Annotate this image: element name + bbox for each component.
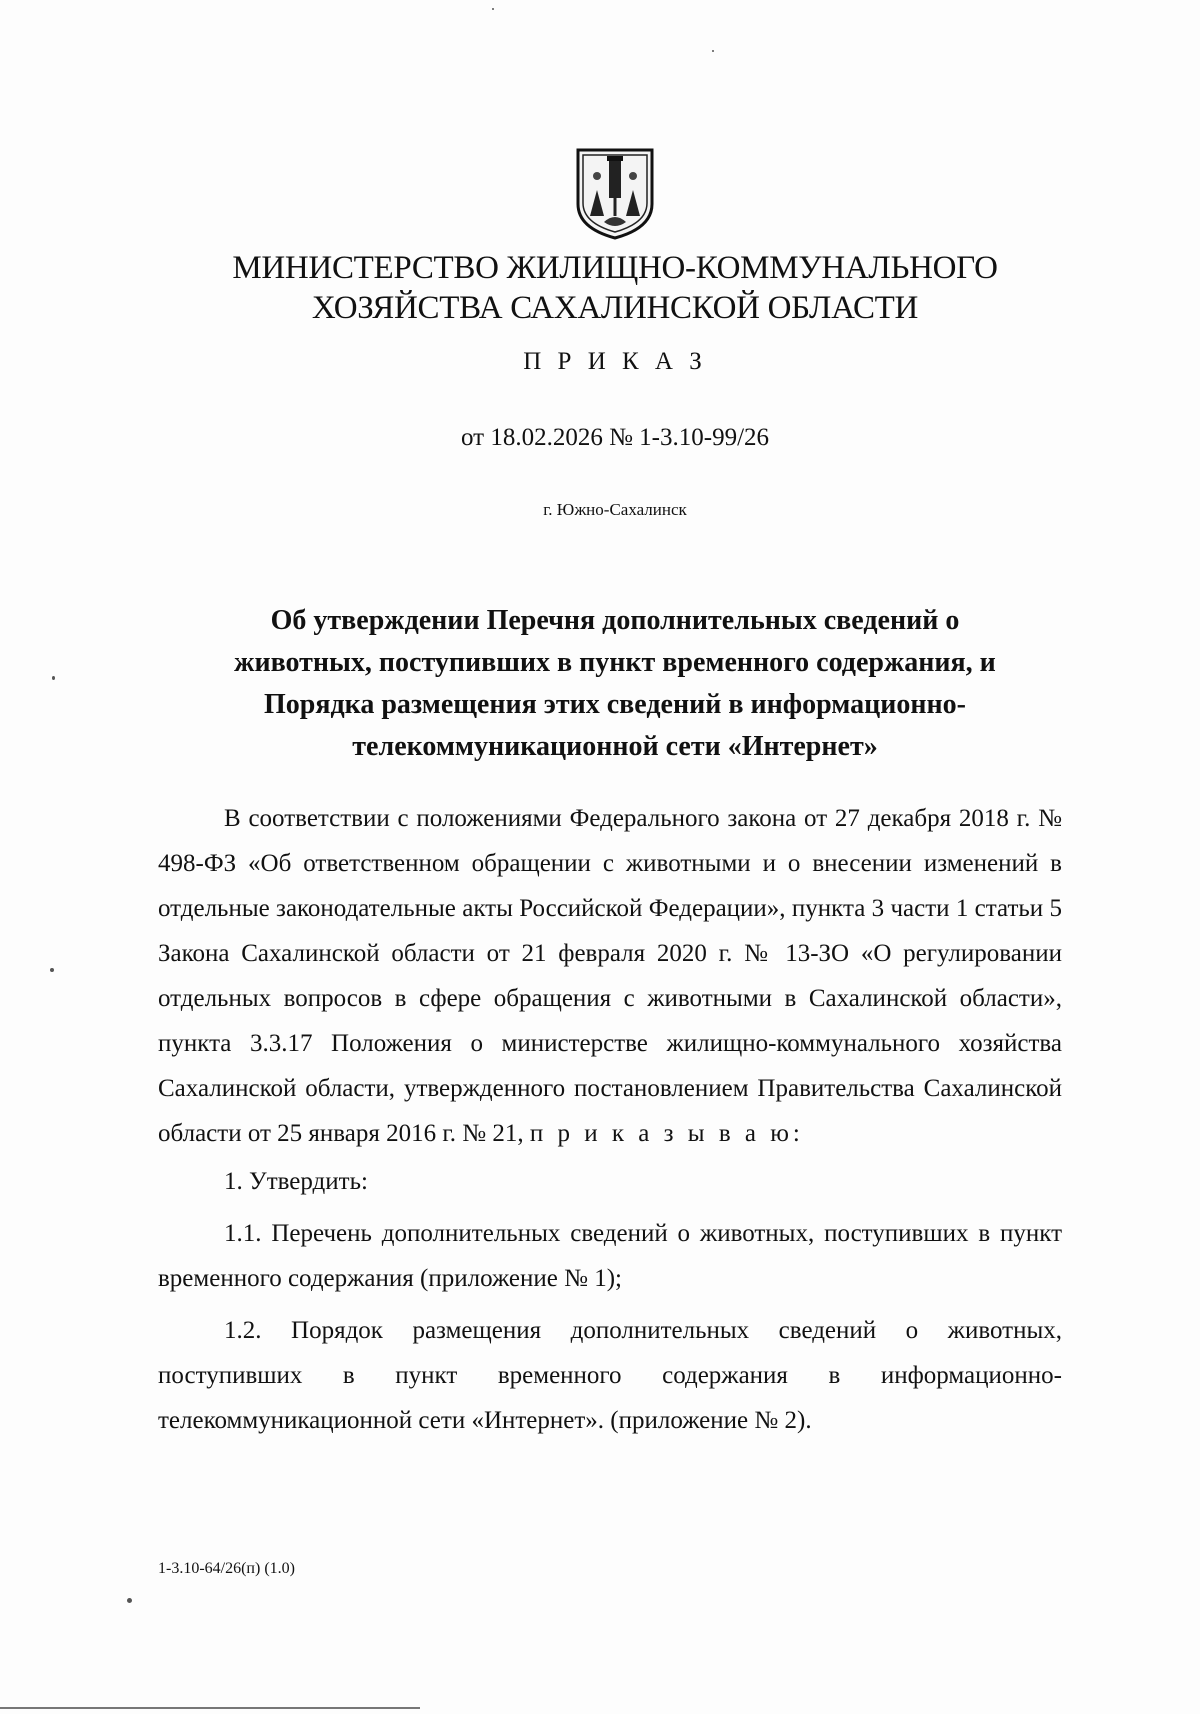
scan-speck bbox=[712, 50, 714, 52]
preamble-text: В соответствии с положениями Федерального закона от 27 декабря 2018 г. № 498-ФЗ «Об ответственном обращении с животными и о внесении изменений в отдельные законодательные акты Российской Федерации», пункта 3 части 1 статьи 5 Закона Сахалинской области от 21 февраля 2020 г. № 13-ЗО «О регулировании отдельных вопросов в сфере обращения с животными в Сахалинской области», пункта 3.3.17 Положения о министерстве жилищно-коммунального хозяйства Сахалинской области, утвержденного постановлением Правительства Сахалинской области от 25 января 2016 г. № 21, bbox=[158, 805, 1062, 1147]
scan-edge-line bbox=[0, 1707, 420, 1709]
scan-speck bbox=[127, 1598, 132, 1603]
scan-speck bbox=[492, 8, 494, 10]
order-body bbox=[158, 796, 1062, 1443]
ministry-name-line1: МИНИСТЕРСТВО ЖИЛИЩНО-КОММУНАЛЬНОГО bbox=[232, 250, 998, 286]
item-1-1: 1.1. Перечень дополнительных сведений о животных, поступивших в пункт временного содержания (приложение № 1); bbox=[158, 1220, 1062, 1292]
subject-line1: Об утверждении Перечня дополнительных сведений о bbox=[270, 605, 960, 636]
order-title: П Р И К А З bbox=[523, 348, 707, 375]
item-1: 1. Утвердить: bbox=[224, 1168, 368, 1195]
preamble-paragraph bbox=[158, 796, 1062, 1156]
ministry-name-line2: ХОЗЯЙСТВА САХАЛИНСКОЙ ОБЛАСТИ bbox=[311, 290, 919, 326]
scan-speck bbox=[52, 676, 55, 680]
item-1-2: 1.2. Порядок размещения дополнительных сведений о животных, поступивших в пункт временного содержания в информационно-телекоммуникационной сети «Интернет». (приложение № 2). bbox=[158, 1317, 1062, 1434]
scan-speck bbox=[50, 968, 54, 972]
subject-line3: Порядка размещения этих сведений в информационно- bbox=[263, 689, 966, 720]
order-number: от 18.02.2026 № 1-3.10-99/26 bbox=[460, 424, 770, 451]
document-code: 1-3.10-64/26(п) (1.0) bbox=[158, 1560, 295, 1577]
subject-line2: животных, поступивших в пункт временного содержания, и bbox=[234, 647, 996, 678]
order-subject bbox=[160, 600, 1070, 768]
city: г. Южно-Сахалинск bbox=[543, 500, 687, 519]
ministry-name bbox=[200, 248, 1030, 328]
sakhalin-coat-of-arms-icon bbox=[574, 146, 656, 240]
subject-line4: телекоммуникационной сети «Интернет» bbox=[352, 731, 878, 762]
decree-verb: п р и к а з ы в а ю: bbox=[529, 1120, 804, 1147]
